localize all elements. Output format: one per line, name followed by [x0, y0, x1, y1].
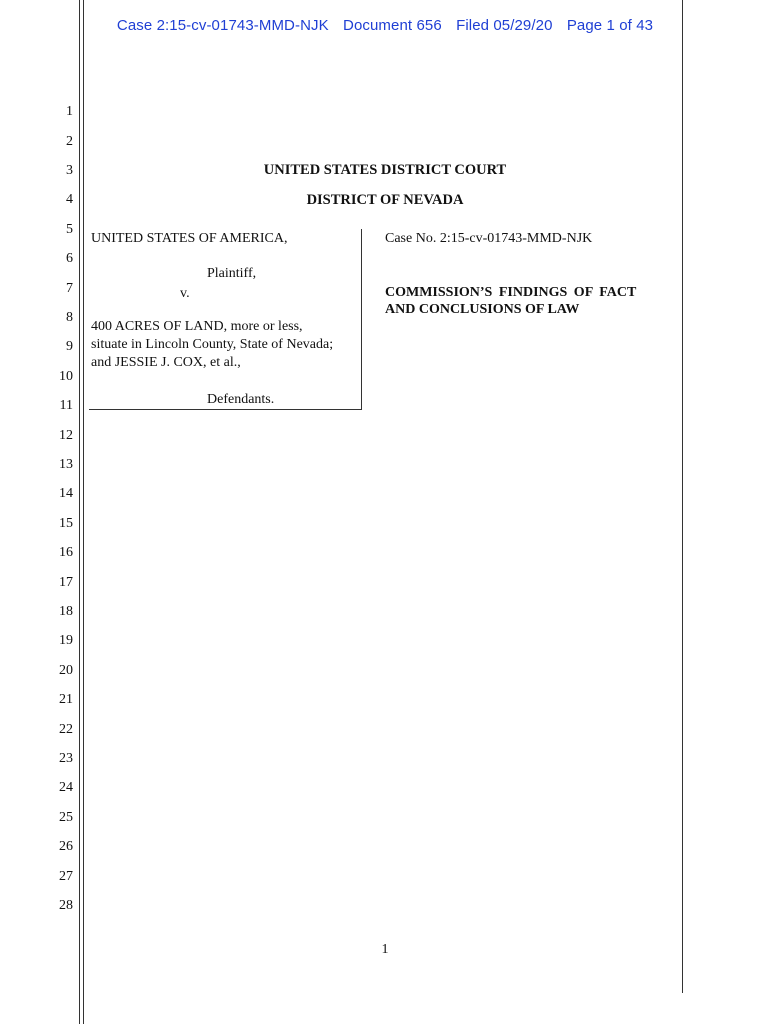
header-filed-date: Filed 05/29/20	[456, 17, 553, 34]
line-number: 27	[59, 869, 73, 884]
line-number: 7	[66, 281, 73, 296]
case-number: Case No. 2:15-cv-01743-MMD-NJK	[385, 231, 593, 246]
line-number: 4	[66, 192, 73, 207]
court-name: UNITED STATES DISTRICT COURT	[263, 162, 507, 178]
caption-bottom-rule	[89, 409, 362, 410]
defendant-line: situate in Lincoln County, State of Nevada;	[91, 337, 334, 352]
caption-vertical-rule	[361, 229, 362, 410]
header-page-count: Page 1 of 43	[566, 17, 654, 34]
line-number: 1	[66, 104, 73, 119]
line-number: 5	[66, 222, 73, 237]
line-number: 28	[59, 898, 73, 913]
line-number: 3	[66, 163, 73, 178]
defendant-line: and JESSIE J. COX, et al.,	[91, 355, 241, 370]
line-number: 25	[59, 810, 73, 825]
right-margin-rule	[682, 0, 683, 993]
court-district: DISTRICT OF NEVADA	[306, 192, 464, 208]
defendant-role: Defendants.	[207, 392, 275, 407]
plaintiff-role: Plaintiff,	[207, 266, 257, 281]
line-number: 20	[59, 663, 73, 678]
left-margin-rule-outer	[79, 0, 80, 1024]
line-number: 22	[59, 722, 73, 737]
line-number: 12	[59, 428, 73, 443]
line-number: 15	[59, 516, 73, 531]
header-case-number: Case 2:15-cv-01743-MMD-NJK	[116, 17, 329, 34]
left-margin-rule-inner	[83, 0, 84, 1024]
line-number: 14	[59, 486, 73, 501]
plaintiff-name: UNITED STATES OF AMERICA,	[91, 231, 288, 246]
line-number: 19	[59, 633, 73, 648]
line-number: 8	[66, 310, 73, 325]
line-number: 10	[59, 369, 73, 384]
defendant-line: 400 ACRES OF LAND, more or less,	[91, 319, 303, 334]
document-title-line: AND CONCLUSIONS OF LAW	[385, 302, 580, 317]
line-number: 16	[59, 545, 73, 560]
line-number: 11	[59, 398, 73, 413]
line-number: 21	[59, 692, 73, 707]
line-number: 26	[59, 839, 73, 854]
document-title-line: COMMISSION’S FINDINGS OF FACT	[385, 285, 637, 300]
line-number: 17	[59, 575, 73, 590]
line-number: 6	[66, 251, 73, 266]
line-number: 9	[66, 339, 73, 354]
page-number: 1	[381, 942, 389, 957]
line-number: 23	[59, 751, 73, 766]
line-number: 2	[66, 134, 73, 149]
header-document-number: Document 656	[343, 17, 442, 34]
line-number: 24	[59, 780, 73, 795]
line-number: 18	[59, 604, 73, 619]
versus: v.	[180, 286, 190, 301]
line-number: 13	[59, 457, 73, 472]
filing-header-stamp	[0, 17, 770, 34]
